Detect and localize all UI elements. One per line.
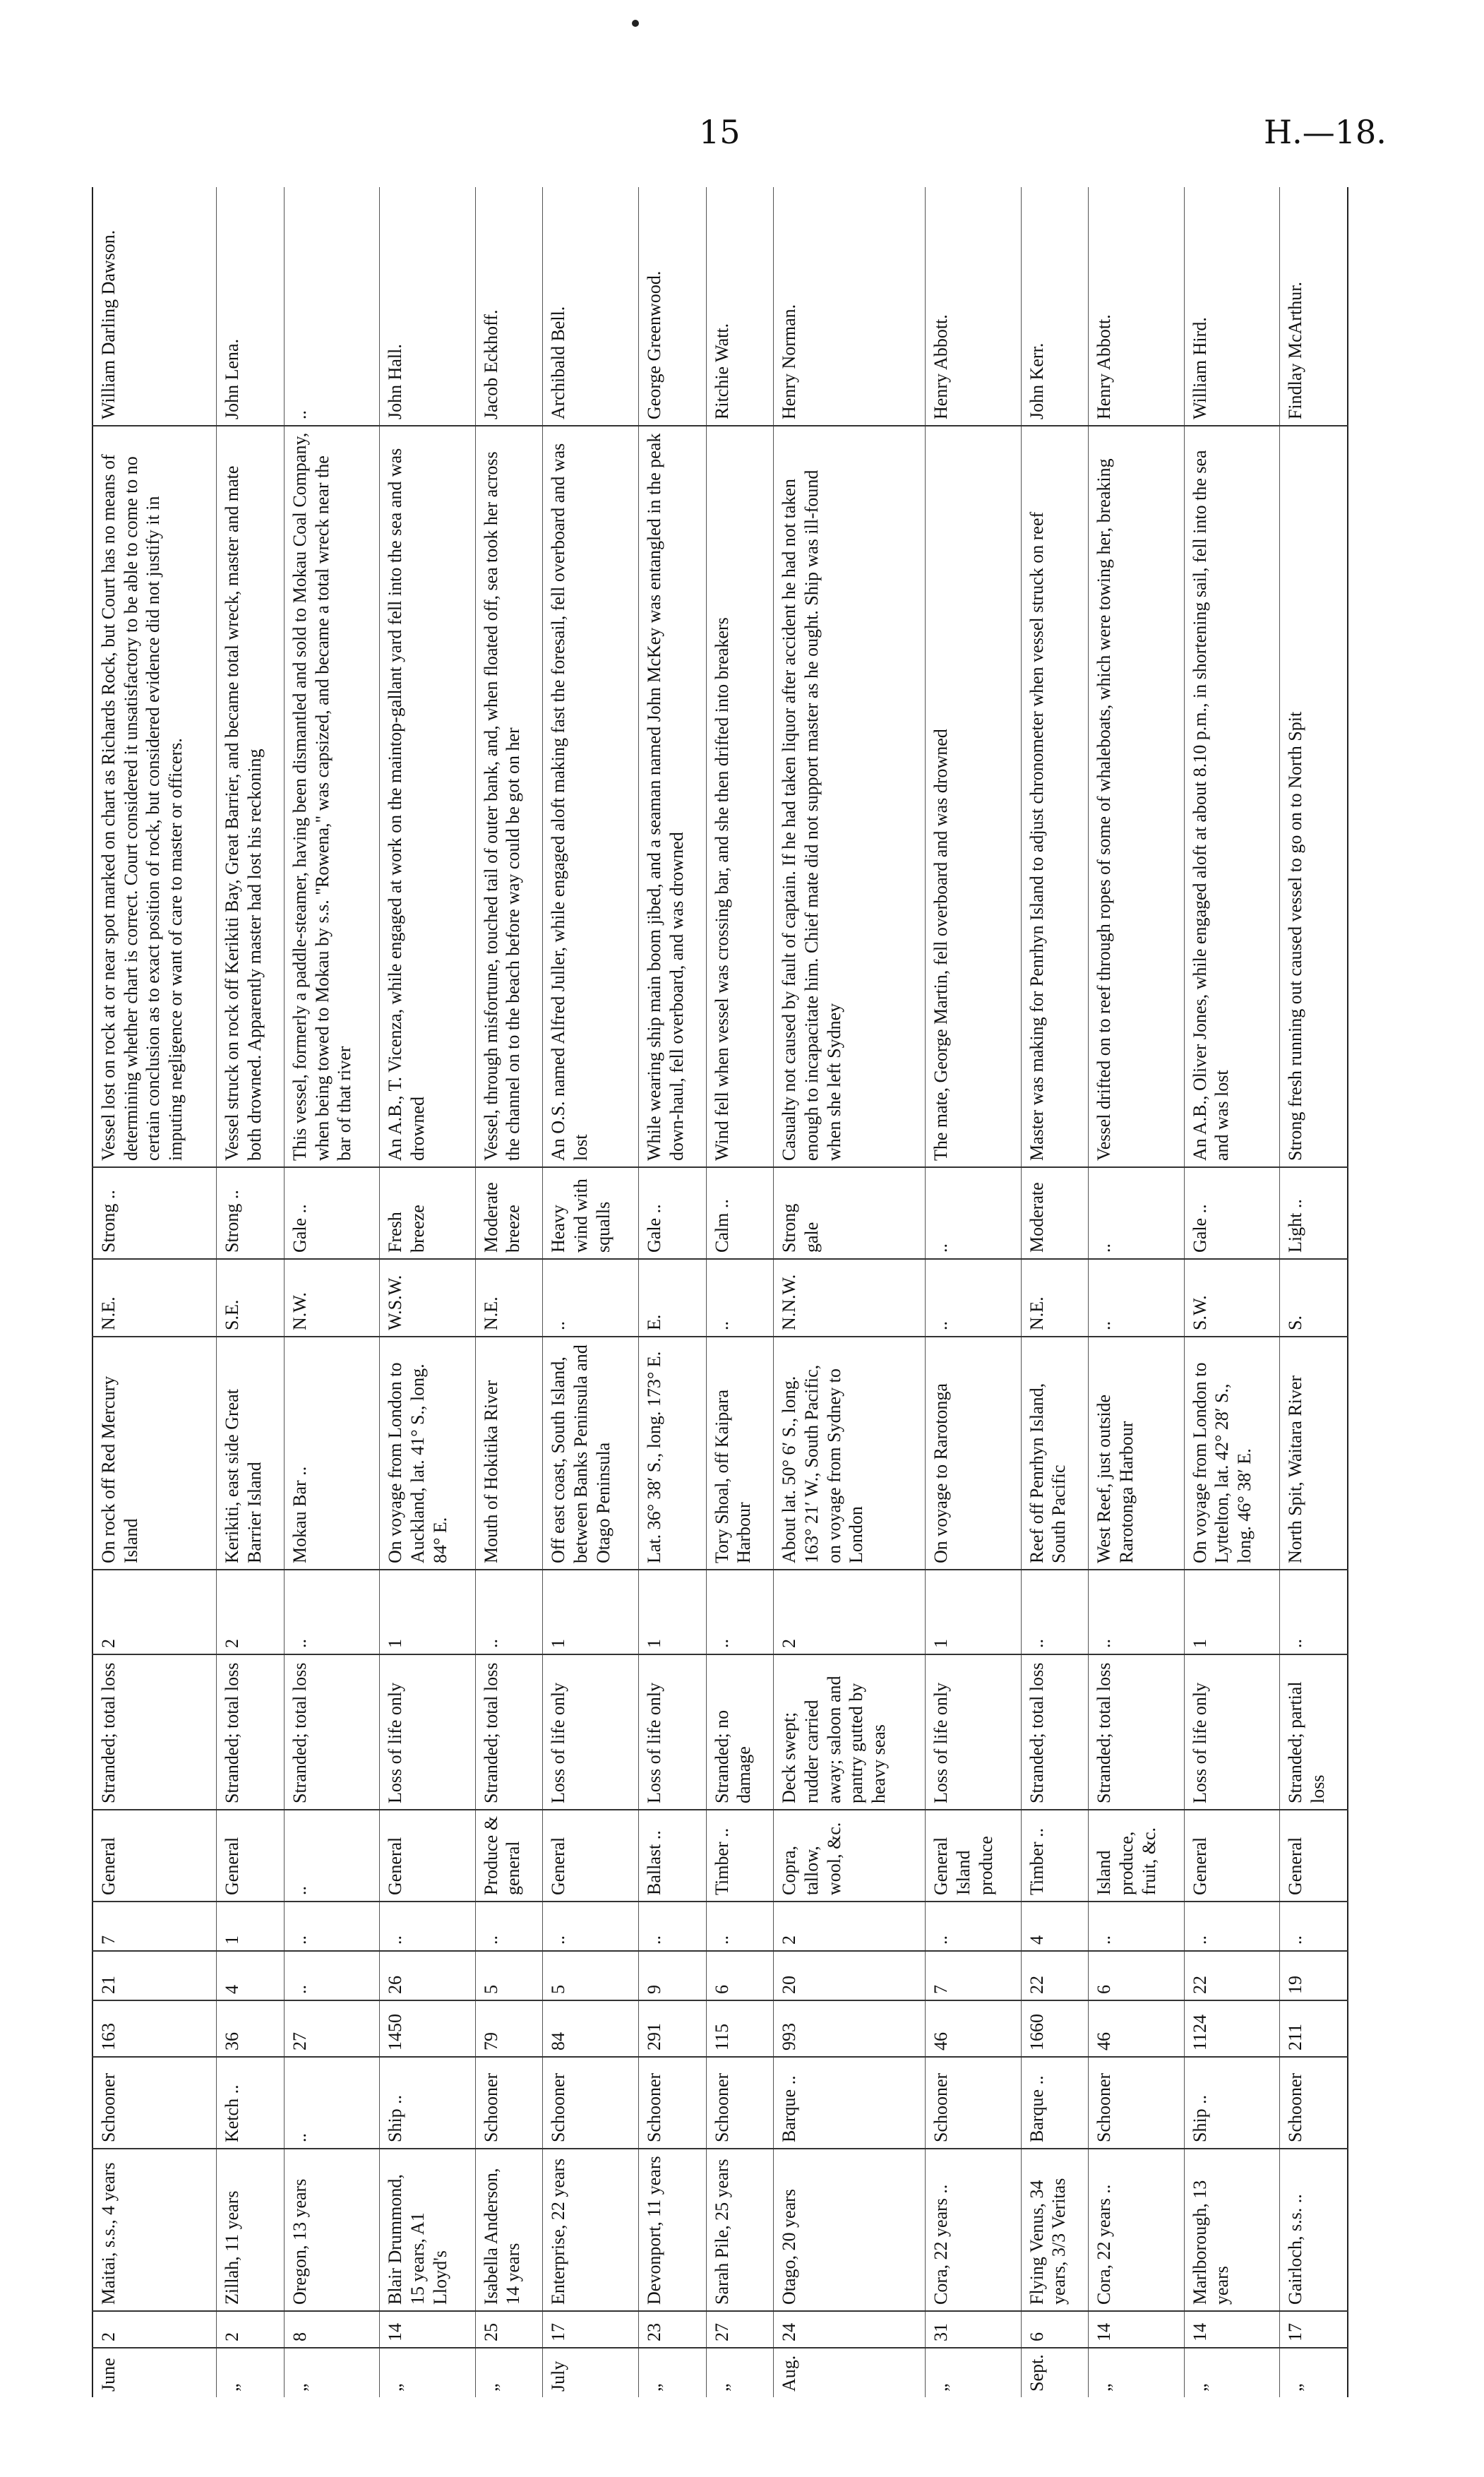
cell-rig: Schooner	[92, 2057, 217, 2149]
cell-cargo: General	[217, 1810, 285, 1902]
cell-nature: Deck swept; rudder carried away; saloon and pantry gutted by heavy seas	[774, 1654, 926, 1810]
cell-remarks: Vessel, through misfortune, touched tail of outer bank, and, when floated off, sea took her across the channel on to the beach before way could be got on her	[475, 426, 543, 1167]
cell-pass: ..	[1184, 1902, 1279, 1951]
table-row	[284, 187, 379, 2397]
table-row	[638, 187, 706, 2397]
cell-tons: 115	[706, 2000, 774, 2057]
cell-master: Henry Abbott.	[926, 187, 1021, 426]
cell-place: On voyage from London to Auckland, lat. 41° S., long. 84° E.	[380, 1337, 475, 1570]
cell-nature: Loss of life only	[543, 1654, 638, 1810]
cell-rig: Schooner	[475, 2057, 543, 2149]
cell-wind-dir: N.E.	[92, 1259, 217, 1337]
cell-tons: 84	[543, 2000, 638, 2057]
cell-crew: 26	[380, 1951, 475, 2000]
cell-crew: 5	[543, 1951, 638, 2000]
cell-place: Mouth of Hokitika River	[475, 1337, 543, 1570]
cell-name: Cora, 22 years ..	[1089, 2149, 1184, 2311]
cell-lives: ..	[284, 1570, 379, 1654]
cell-tons: 79	[475, 2000, 543, 2057]
cell-month: „	[480, 2383, 501, 2392]
cell-lives: 2	[774, 1570, 926, 1654]
cell-pass: 1	[217, 1902, 285, 1951]
cell-remarks: Strong fresh running out caused vessel to go on to North Spit	[1280, 426, 1348, 1167]
cell-place: Tory Shoal, off Kaipara Harbour	[706, 1337, 774, 1570]
cell-wind-dir: N.N.W.	[774, 1259, 926, 1337]
cell-pass: 2	[774, 1902, 926, 1951]
cell-place: Mokau Bar ..	[284, 1337, 379, 1570]
cell-place: North Spit, Waitara River	[1280, 1337, 1348, 1570]
cell-remarks: While wearing ship main boom jibed, and a seaman named John McKey was entangled in the peak down-haul, fell overboard, and was drowned	[638, 426, 706, 1167]
cell-rig: Schooner	[706, 2057, 774, 2149]
cell-wind-dir: S.W.	[1184, 1259, 1279, 1337]
cell-name: Sarah Pile, 25 years	[706, 2149, 774, 2311]
cell-pass: ..	[543, 1902, 638, 1951]
cell-lives: 2	[217, 1570, 285, 1654]
cell-master: Henry Abbott.	[1089, 187, 1184, 426]
cell-wind-force: Strong ..	[92, 1167, 217, 1259]
cell-cargo: Ballast ..	[638, 1810, 706, 1902]
cell-cargo: ..	[284, 1810, 379, 1902]
cell-day: 27	[706, 2311, 774, 2348]
cell-tons: 46	[926, 2000, 1021, 2057]
cell-lives: ..	[475, 1570, 543, 1654]
cell-month: Sept.	[1026, 2354, 1047, 2392]
cell-remarks: An O.S. named Alfred Juller, while engaged aloft making fast the foresail, fell overboard and was lost	[543, 426, 638, 1167]
cell-remarks: Vessel struck on rock off Kerikiti Bay, Great Barrier, and became total wreck, master and mate both drowned. Apparently master had lost his reckoning	[217, 426, 285, 1167]
cell-name: Devonport, 11 years	[638, 2149, 706, 2311]
cell-remarks: Casualty not caused by fault of captain. If he had taken liquor after accident he had not taken enough to incapacitate him. Chief mate did not support master as he ought. Ship was ill-found when she left Sydney	[774, 426, 926, 1167]
cell-rig: Schooner	[543, 2057, 638, 2149]
cell-cargo: General Island produce	[926, 1810, 1021, 1902]
cell-crew: 4	[217, 1951, 285, 2000]
cell-nature: Stranded; total loss	[217, 1654, 285, 1810]
cell-nature: Stranded; no damage	[706, 1654, 774, 1810]
ink-dot	[632, 20, 639, 27]
cell-place: Lat. 36° 38′ S., long. 173° E.	[638, 1337, 706, 1570]
cell-rig: Ship ..	[1184, 2057, 1279, 2149]
cell-name: Flying Venus, 34 years, 3/3 Veritas	[1021, 2149, 1089, 2311]
cell-lives: 1	[638, 1570, 706, 1654]
cell-name: Marlborough, 13 years	[1184, 2149, 1279, 2311]
cell-day: 17	[1280, 2311, 1348, 2348]
cell-wind-dir: N.E.	[1021, 1259, 1089, 1337]
cell-day: 6	[1021, 2311, 1089, 2348]
cell-tons: 27	[284, 2000, 379, 2057]
cell-master: Findlay McArthur.	[1280, 187, 1348, 426]
cell-wind-dir: N.W.	[284, 1259, 379, 1337]
cell-rig: Ship ..	[380, 2057, 475, 2149]
table-row	[706, 187, 774, 2397]
cell-cargo: General	[1184, 1810, 1279, 1902]
cell-nature: Stranded; total loss	[1089, 1654, 1184, 1810]
cell-rig: Schooner	[638, 2057, 706, 2149]
cell-month: „	[222, 2383, 243, 2392]
cell-wind-force: Moderate	[1021, 1167, 1089, 1259]
cell-wind-force: Gale ..	[638, 1167, 706, 1259]
cell-tons: 163	[92, 2000, 217, 2057]
table-row	[1280, 187, 1348, 2397]
cell-name: Gairloch, s.s. ..	[1280, 2149, 1348, 2311]
table-row	[1184, 187, 1279, 2397]
cell-name: Oregon, 13 years	[284, 2149, 379, 2311]
cell-crew: 21	[92, 1951, 217, 2000]
cell-day: 14	[380, 2311, 475, 2348]
cell-cargo: Copra, tallow, wool, &c.	[774, 1810, 926, 1902]
cell-wind-dir: S.	[1280, 1259, 1348, 1337]
cell-day: 17	[543, 2311, 638, 2348]
cell-tons: 211	[1280, 2000, 1348, 2057]
table-row	[543, 187, 638, 2397]
cell-pass: ..	[926, 1902, 1021, 1951]
cell-master: John Kerr.	[1021, 187, 1089, 426]
cell-name: Isabella Anderson, 14 years	[475, 2149, 543, 2311]
cell-cargo: General	[1280, 1810, 1348, 1902]
cell-cargo: General	[380, 1810, 475, 1902]
cell-wind-force: Light ..	[1280, 1167, 1348, 1259]
cell-lives: ..	[1280, 1570, 1348, 1654]
cell-name: Cora, 22 years ..	[926, 2149, 1021, 2311]
cell-wind-force: Strong gale	[774, 1167, 926, 1259]
cell-nature: Stranded; total loss	[475, 1654, 543, 1810]
cell-remarks: An A.B., Oliver Jones, while engaged aloft at about 8.10 p.m., in shortening sail, fell into the sea and was lost	[1184, 426, 1279, 1167]
table-row	[475, 187, 543, 2397]
cell-nature: Loss of life only	[638, 1654, 706, 1810]
cell-month: „	[1285, 2383, 1306, 2392]
cell-place: West Reef, just outside Rarotonga Harbour	[1089, 1337, 1184, 1570]
cell-wind-dir: ..	[543, 1259, 638, 1337]
cell-tons: 993	[774, 2000, 926, 2057]
cell-crew: 6	[706, 1951, 774, 2000]
cell-crew: 20	[774, 1951, 926, 2000]
cell-month: June	[98, 2358, 119, 2392]
cell-place: On voyage from London to Lyttelton, lat. 42° 28′ S., long. 46° 38′ E.	[1184, 1337, 1279, 1570]
cell-rig: Schooner	[1089, 2057, 1184, 2149]
cell-wind-force: ..	[926, 1167, 1021, 1259]
cell-day: 24	[774, 2311, 926, 2348]
cell-rig: Barque ..	[774, 2057, 926, 2149]
cell-tons: 36	[217, 2000, 285, 2057]
cell-wind-dir: N.E.	[475, 1259, 543, 1337]
cell-master: George Greenwood.	[638, 187, 706, 426]
cell-cargo: General	[92, 1810, 217, 1902]
cell-master: John Lena.	[217, 187, 285, 426]
cell-crew: 5	[475, 1951, 543, 2000]
cell-crew: 19	[1280, 1951, 1348, 2000]
cell-month: „	[931, 2383, 952, 2392]
cell-rig: Schooner	[926, 2057, 1021, 2149]
cell-pass: ..	[1280, 1902, 1348, 1951]
cell-place: About lat. 50° 6′ S., long. 163° 21′ W., South Pacific, on voyage from Sydney to London	[774, 1337, 926, 1570]
cell-cargo: Timber ..	[1021, 1810, 1089, 1902]
cell-place: Kerikiti, east side Great Barrier Island	[217, 1337, 285, 1570]
cell-lives: ..	[1021, 1570, 1089, 1654]
cell-tons: 1124	[1184, 2000, 1279, 2057]
cell-tons: 46	[1089, 2000, 1184, 2057]
cell-cargo: Island produce, fruit, &c.	[1089, 1810, 1184, 1902]
cell-wind-dir: ..	[1089, 1259, 1184, 1337]
cell-nature: Loss of life only	[380, 1654, 475, 1810]
table-row	[217, 187, 285, 2397]
cell-wind-force: Calm ..	[706, 1167, 774, 1259]
cell-lives: 2	[92, 1570, 217, 1654]
cell-month: Aug.	[779, 2355, 800, 2392]
cell-lives: 1	[380, 1570, 475, 1654]
cell-lives: 1	[1184, 1570, 1279, 1654]
table-row	[774, 187, 926, 2397]
table-row	[1021, 187, 1089, 2397]
cell-remarks: The mate, George Martin, fell overboard and was drowned	[926, 426, 1021, 1167]
cell-crew: ..	[284, 1951, 379, 2000]
cell-wind-dir: E.	[638, 1259, 706, 1337]
page-number: 15	[699, 113, 741, 151]
cell-pass: ..	[284, 1902, 379, 1951]
cell-wind-force: ..	[1089, 1167, 1184, 1259]
cell-place: Off east coast, South Island, between Banks Peninsula and Otago Peninsula	[543, 1337, 638, 1570]
cell-pass: ..	[475, 1902, 543, 1951]
wreck-table-container	[92, 187, 1348, 2397]
cell-nature: Stranded; total loss	[284, 1654, 379, 1810]
cell-master: Henry Norman.	[774, 187, 926, 426]
cell-crew: 9	[638, 1951, 706, 2000]
cell-master: ..	[284, 187, 379, 426]
cell-month: „	[1189, 2383, 1210, 2392]
cell-wind-force: Moderate breeze	[475, 1167, 543, 1259]
cell-tons: 1660	[1021, 2000, 1089, 2057]
table-row	[926, 187, 1021, 2397]
cell-rig: Schooner	[1280, 2057, 1348, 2149]
cell-wind-dir: ..	[706, 1259, 774, 1337]
cell-wind-dir: S.E.	[217, 1259, 285, 1337]
cell-wind-force: Heavy wind with squalls	[543, 1167, 638, 1259]
cell-day: 25	[475, 2311, 543, 2348]
cell-nature: Stranded; total loss	[1021, 1654, 1089, 1810]
cell-rig: ..	[284, 2057, 379, 2149]
cell-pass: ..	[1089, 1902, 1184, 1951]
cell-day: 8	[284, 2311, 379, 2348]
cell-month: „	[385, 2383, 406, 2392]
cell-place: On rock off Red Mercury Island	[92, 1337, 217, 1570]
cell-crew: 6	[1089, 1951, 1184, 2000]
table-row	[380, 187, 475, 2397]
cell-pass: ..	[380, 1902, 475, 1951]
cell-crew: 22	[1021, 1951, 1089, 2000]
cell-lives: ..	[706, 1570, 774, 1654]
cell-nature: Loss of life only	[1184, 1654, 1279, 1810]
cell-master: John Hall.	[380, 187, 475, 426]
cell-crew: 22	[1184, 1951, 1279, 2000]
cell-master: William Darling Dawson.	[92, 187, 217, 426]
cell-rig: Ketch ..	[217, 2057, 285, 2149]
cell-day: 31	[926, 2311, 1021, 2348]
cell-nature: Stranded; partial loss	[1280, 1654, 1348, 1810]
cell-name: Maitai, s.s., 4 years	[92, 2149, 217, 2311]
cell-cargo: Produce & general	[475, 1810, 543, 1902]
cell-nature: Loss of life only	[926, 1654, 1021, 1810]
cell-name: Zillah, 11 years	[217, 2149, 285, 2311]
cell-month: „	[711, 2383, 732, 2392]
cell-name: Enterprise, 22 years	[543, 2149, 638, 2311]
cell-day: 2	[92, 2311, 217, 2348]
cell-day: 23	[638, 2311, 706, 2348]
cell-remarks: Vessel lost on rock at or near spot marked on chart as Richards Rock, but Court has no means of determining whether chart is correct. Court considered it unsatisfactory to be able to come to no certain conclusion as to exact position of rock, but considered evidence did not justify it in imputing negligence or want of care to master or officers.	[92, 426, 217, 1167]
cell-remarks: An A.B., T. Vicenza, while engaged at work on the maintop-gallant yard fell into the sea and was drowned	[380, 426, 475, 1167]
cell-place: On voyage to Rarotonga	[926, 1337, 1021, 1570]
cell-rig: Barque ..	[1021, 2057, 1089, 2149]
cell-day: 14	[1089, 2311, 1184, 2348]
wreck-table	[92, 187, 1348, 2397]
cell-tons: 1450	[380, 2000, 475, 2057]
cell-cargo: General	[543, 1810, 638, 1902]
cell-lives: 1	[926, 1570, 1021, 1654]
cell-wind-force: Gale ..	[1184, 1167, 1279, 1259]
cell-month: „	[1094, 2383, 1115, 2392]
cell-master: William Hird.	[1184, 187, 1279, 426]
cell-pass: ..	[706, 1902, 774, 1951]
cell-month: „	[289, 2383, 310, 2392]
cell-wind-dir: ..	[926, 1259, 1021, 1337]
cell-name: Otago, 20 years	[774, 2149, 926, 2311]
cell-wind-dir: W.S.W.	[380, 1259, 475, 1337]
cell-day: 2	[217, 2311, 285, 2348]
cell-pass: 7	[92, 1902, 217, 1951]
cell-place: Reef off Penrhyn Island, South Pacific	[1021, 1337, 1089, 1570]
cell-month: July	[548, 2360, 569, 2392]
cell-name: Blair Drummond, 15 years, A1 Lloyd's	[380, 2149, 475, 2311]
cell-wind-force: Strong ..	[217, 1167, 285, 1259]
cell-wind-force: Fresh breeze	[380, 1167, 475, 1259]
table-row	[1089, 187, 1184, 2397]
cell-cargo: Timber ..	[706, 1810, 774, 1902]
cell-remarks: Master was making for Penrhyn Island to adjust chronometer when vessel struck on reef	[1021, 426, 1089, 1167]
cell-month: „	[643, 2383, 664, 2392]
cell-day: 14	[1184, 2311, 1279, 2348]
cell-lives: ..	[1089, 1570, 1184, 1654]
cell-master: Archibald Bell.	[543, 187, 638, 426]
cell-wind-force: Gale ..	[284, 1167, 379, 1259]
cell-remarks: This vessel, formerly a paddle-steamer, having been dismantled and sold to Mokau Coal Company, when being towed to Mokau by s.s. "Rowena," was capsized, and became a total wreck near the bar of that river	[284, 426, 379, 1167]
cell-remarks: Wind fell when vessel was crossing bar, and she then drifted into breakers	[706, 426, 774, 1167]
cell-master: Jacob Eckhoff.	[475, 187, 543, 426]
cell-pass: ..	[638, 1902, 706, 1951]
cell-master: Ritchie Watt.	[706, 187, 774, 426]
cell-tons: 291	[638, 2000, 706, 2057]
cell-nature: Stranded; total loss	[92, 1654, 217, 1810]
document-reference: H.—18.	[1264, 113, 1387, 151]
cell-remarks: Vessel drifted on to reef through ropes of some of whaleboats, which were towing her, breaking	[1089, 426, 1184, 1167]
table-row	[92, 187, 217, 2397]
cell-crew: 7	[926, 1951, 1021, 2000]
cell-pass: 4	[1021, 1902, 1089, 1951]
cell-lives: 1	[543, 1570, 638, 1654]
